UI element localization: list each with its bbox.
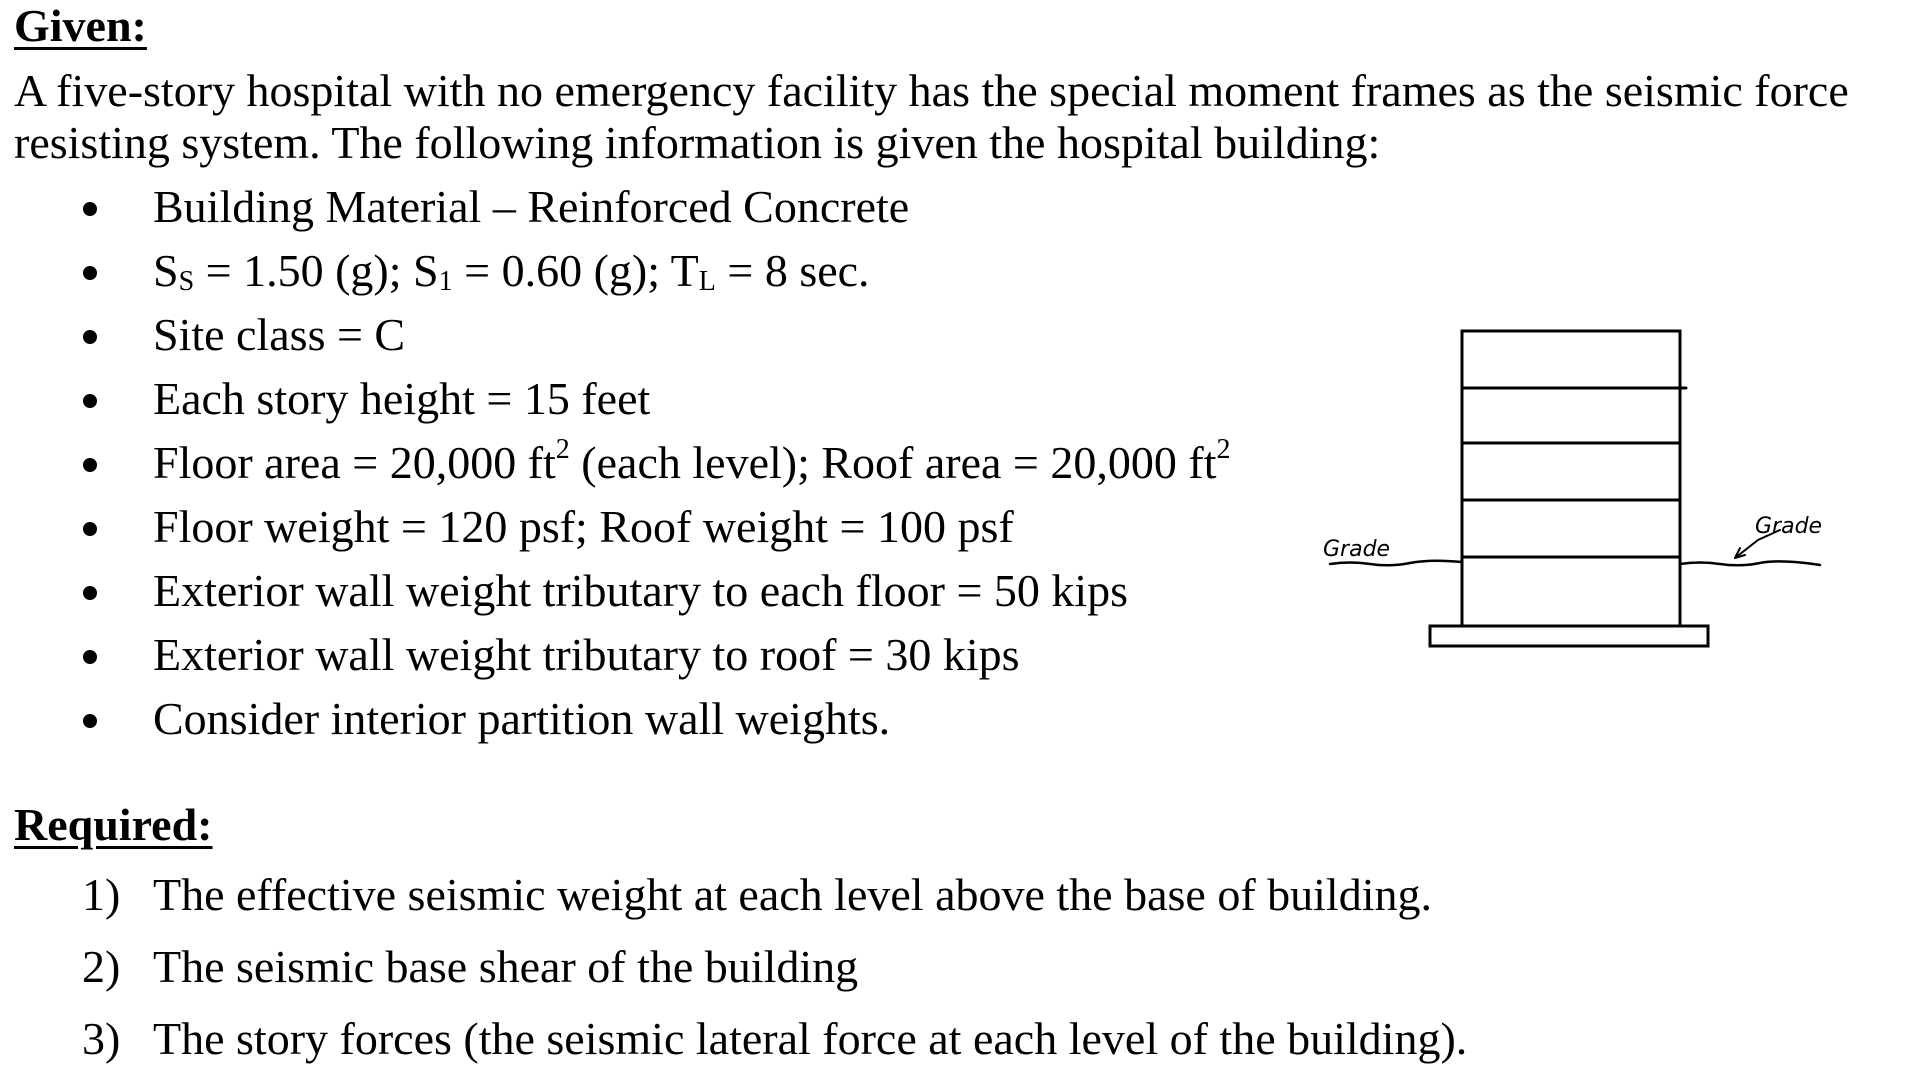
roof-area-text: (each level); Roof area = 20,000 ft <box>569 437 1217 488</box>
bullet-dot <box>83 394 97 408</box>
bullet-dot <box>83 266 97 280</box>
bullet-item-seismic-params <box>0 245 1300 304</box>
given-heading: Given: <box>14 0 147 51</box>
bullet-text: Exterior wall weight tributary to each floor = 50 kips <box>153 565 1129 616</box>
grade-label-left: Grade <box>1323 537 1391 562</box>
bullet-item-wall-floor <box>0 565 1300 624</box>
bullet-text: Site class = C <box>153 309 406 360</box>
bullet-dot <box>83 458 97 472</box>
bullet-item-areas <box>0 434 1300 496</box>
ss-value: = 1.50 (g); S <box>194 245 439 296</box>
tl-subscript: L <box>698 266 716 297</box>
intro-line-1: A five-story hospital with no emergency facility has the special moment frames as the seismic force <box>14 65 1849 116</box>
foundation-footing <box>1430 626 1708 646</box>
bullet-text: Consider interior partition wall weights. <box>153 693 891 744</box>
bullet-item-partition <box>0 693 1300 752</box>
bullet-dot <box>83 522 97 536</box>
required-item-2 <box>0 941 1600 1000</box>
bullet-dot <box>83 330 97 344</box>
item-text: The story forces (the seismic lateral force at each level of the building). <box>153 1013 1468 1064</box>
bullet-text: Each story height = 15 feet <box>153 373 651 424</box>
bullet-text <box>153 245 870 297</box>
ss-symbol: S <box>153 245 179 296</box>
required-item-1 <box>0 869 1600 928</box>
bullet-text: Exterior wall weight tributary to roof = 30 kips <box>153 629 1020 680</box>
bullet-text: Floor weight = 120 psf; Roof weight = 100 psf <box>153 501 1014 552</box>
bullet-dot <box>83 714 97 728</box>
s1-value: = 0.60 (g); T <box>452 245 699 296</box>
bullet-dot <box>83 586 97 600</box>
bullet-text: Building Material – Reinforced Concrete <box>153 181 910 232</box>
grade-line-right <box>1680 561 1820 565</box>
bullet-item-site-class <box>0 309 1300 368</box>
required-heading: Required: <box>14 799 213 850</box>
building-elevation-figure <box>1290 320 1850 660</box>
floor-area-text: Floor area = 20,000 ft <box>153 437 556 488</box>
ss-subscript: S <box>178 266 195 297</box>
bullet-item-material <box>0 181 1300 240</box>
item-text: The seismic base shear of the building <box>153 941 859 992</box>
bullet-item-story-height <box>0 373 1300 432</box>
required-item-3 <box>0 1013 1600 1072</box>
bullet-text <box>153 434 1231 488</box>
building-outline <box>1462 331 1680 626</box>
intro-line-2: resisting system. The following information is given the hospital building: <box>14 117 1381 168</box>
floor-area-exponent: 2 <box>555 434 570 465</box>
s1-subscript: 1 <box>438 266 453 297</box>
item-number: 3) <box>82 1013 121 1064</box>
item-number: 2) <box>82 941 121 992</box>
tl-value: = 8 sec. <box>715 245 870 296</box>
item-text: The effective seismic weight at each level above the base of building. <box>153 869 1432 920</box>
bullet-item-weights <box>0 501 1300 560</box>
bullet-item-wall-roof <box>0 629 1300 688</box>
bullet-dot <box>83 650 97 664</box>
item-number: 1) <box>82 869 121 920</box>
roof-area-exponent: 2 <box>1216 434 1231 465</box>
grade-label-right: Grade <box>1755 514 1823 539</box>
bullet-dot <box>83 202 97 216</box>
